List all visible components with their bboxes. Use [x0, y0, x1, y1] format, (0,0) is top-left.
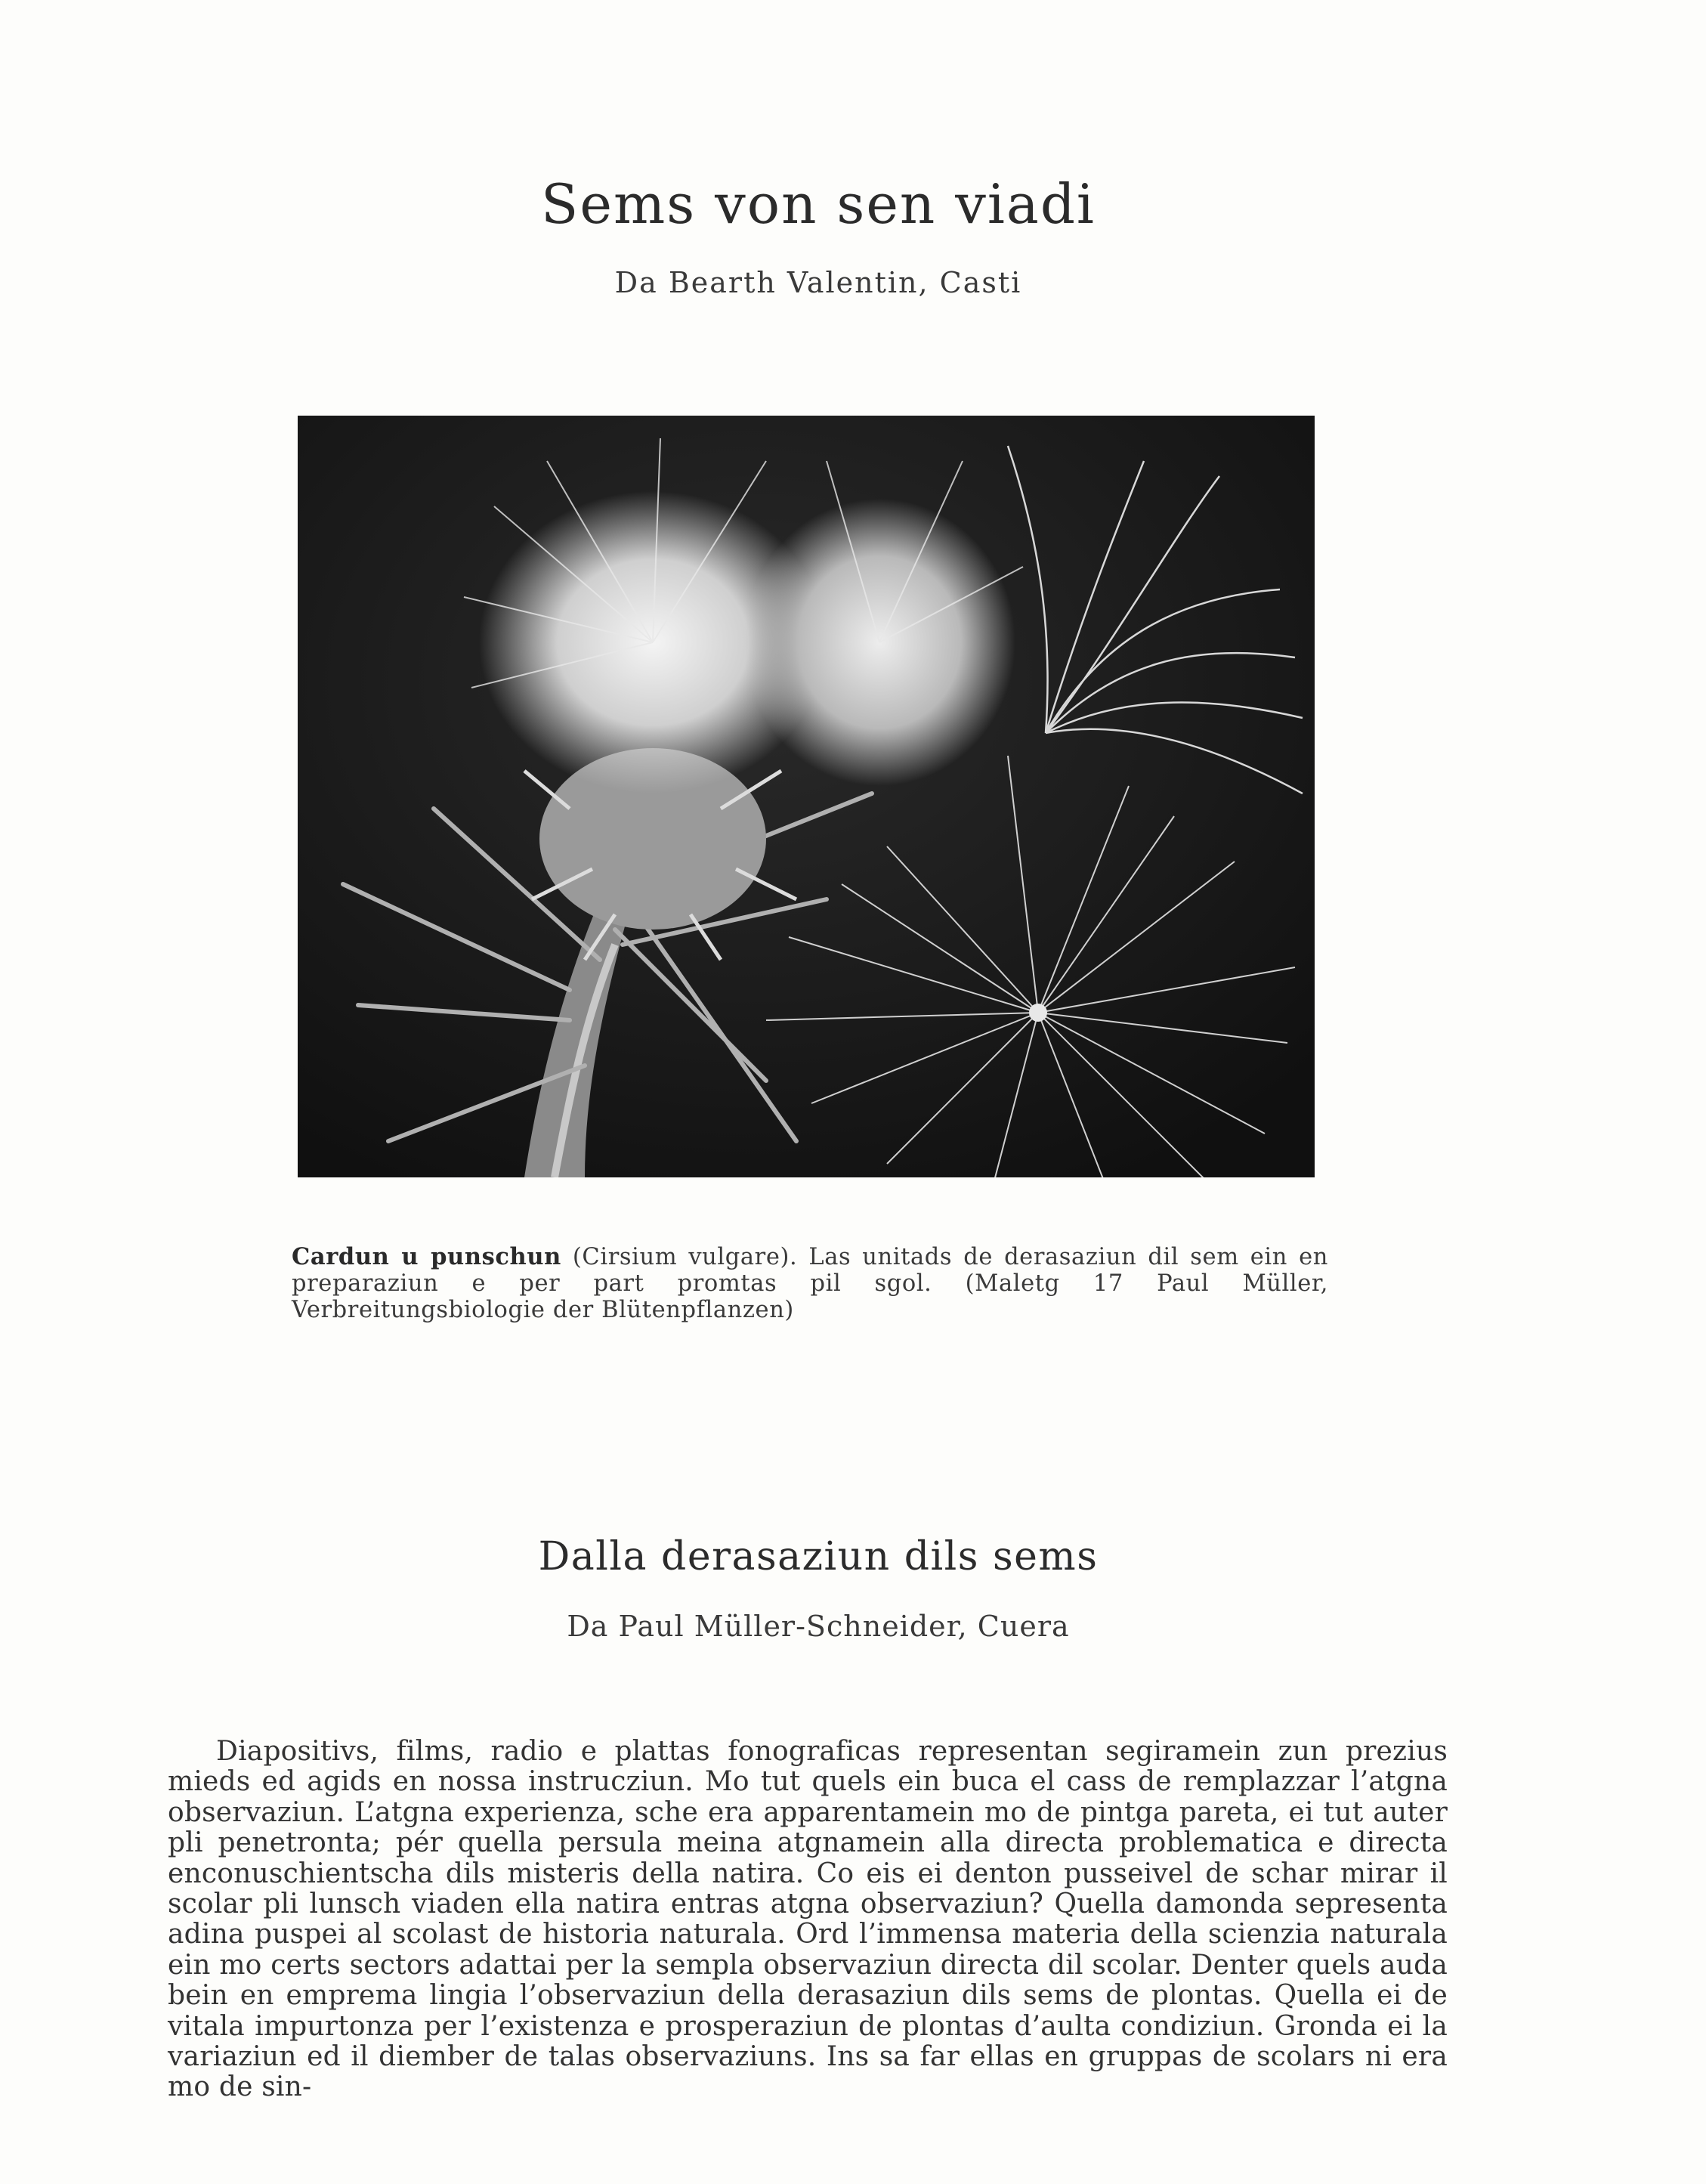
- caption-lead: Cardun u punschun: [292, 1243, 561, 1270]
- caption-text: (Cirsium vulgare). Las unitads de derasaziun dil sem ein en preparaziun e per part promtas pil sgol. (Maletg 17 Paul Müller, Verbreitungsbiologie der Blütenpflanzen): [292, 1244, 1328, 1323]
- figure-caption: [292, 1244, 1328, 1323]
- article-title: Sems von sen viadi: [541, 172, 1096, 236]
- body-paragraph: Diapositivs, films, radio e plattas fonograficas representan segiramein zun prezius mieds ed agids en nossa instrucziun. Mo tut quels ein buca el cass de remplazzar l’atgna observaziun. L’atgna experienza, sche era apparentamein mo de pintga pareta, ei tut auter pli penetronta; pér quella persula meina atgnamein alla directa problematica e directa enconuschientscha dils misteris della natira. Co eis ei denton pusseivel de schar mirar il scolar pli lunsch viaden ella natira entras atgna observaziun? Quella damonda sepresenta adina puspei al scolast de historia naturala. Ord l’immensa materia della scienzia naturala ein mo certs sectors adattai per la sempla observaziun directa dil scolar. Denter quels auda bein en emprema lingia l’observaziun della derasaziun dils sems de plontas. Quella ei de vitala impurtonza per l’existenza e prosperaziun de plontas d’aulta condiziun. Gronda ei la variaziun ed il diember de talas observaziuns. Ins sa far ellas en gruppas de scolars ni era mo de sin-: [168, 1736, 1448, 2103]
- thistle-photo: [298, 416, 1315, 1177]
- article-byline: Da Bearth Valentin, Casti: [614, 266, 1022, 299]
- section-byline: Da Paul Müller-Schneider, Cuera: [567, 1610, 1070, 1643]
- section-title: Dalla derasaziun dils sems: [538, 1534, 1099, 1579]
